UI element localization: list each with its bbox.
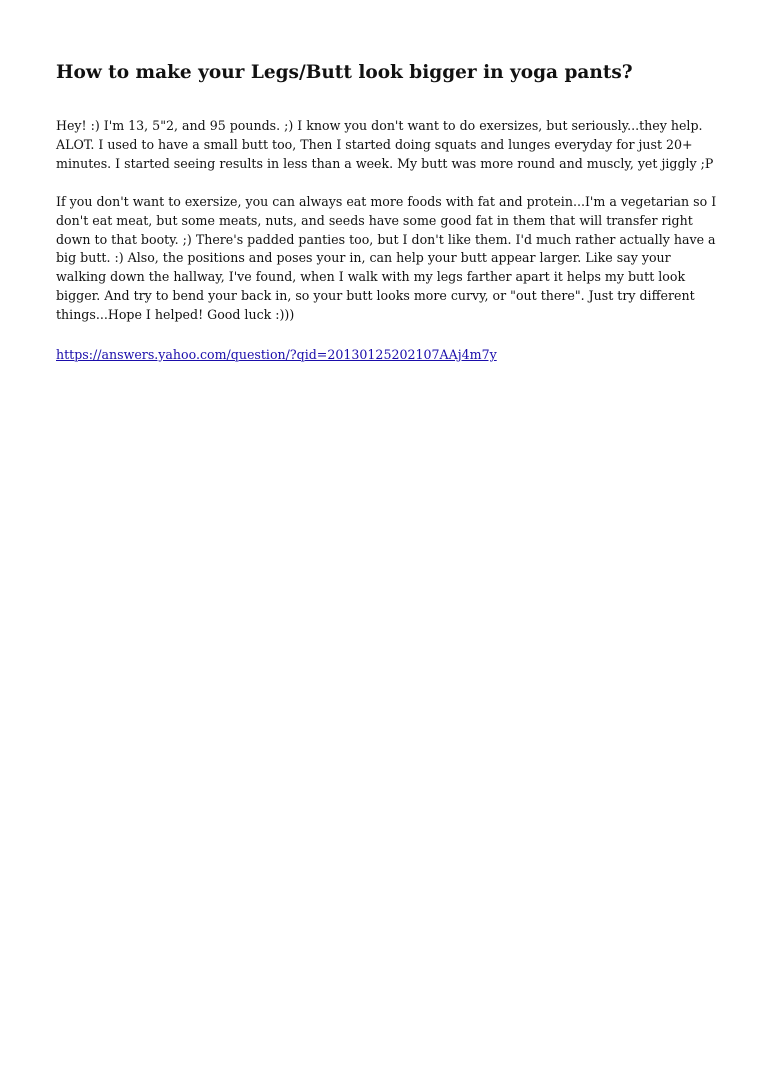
paragraph-1: Hey! :) I'm 13, 5"2, and 95 pounds. ;) I know you don't want to do exersizes, but seriously...they help. ALOT. I used to have a small butt too, Then I started doing squats and lunges everyday for just 20+ minutes. I started seeing results in less than a week. My butt was more round and muscly, yet jiggly ;P: [56, 118, 714, 171]
document-page: [56, 58, 720, 365]
paragraph-2: If you don't want to exersize, you can always eat more foods with fat and protein...I'm a vegetarian so I don't eat meat, but some meats, nuts, and seeds have some good fat in them that will transfer right down to that booty. ;) There's padded panties too, but I don't like them. I'd much rather actually have a big butt. :) Also, the positions and poses your in, can help your butt appear larger. Like say your walking down the hallway, I've found, when I walk with my legs farther apart it helps my butt look bigger. And try to bend your back in, so your butt looks more curvy, or "out there". Just try different things...Hope I helped! Good luck :))): [56, 193, 717, 323]
source-link[interactable]: https://answers.yahoo.com/question/?qid=20130125202107AAj4m7y: [56, 347, 497, 363]
page-title: How to make your Legs/Butt look bigger in yoga pants?: [56, 62, 633, 83]
